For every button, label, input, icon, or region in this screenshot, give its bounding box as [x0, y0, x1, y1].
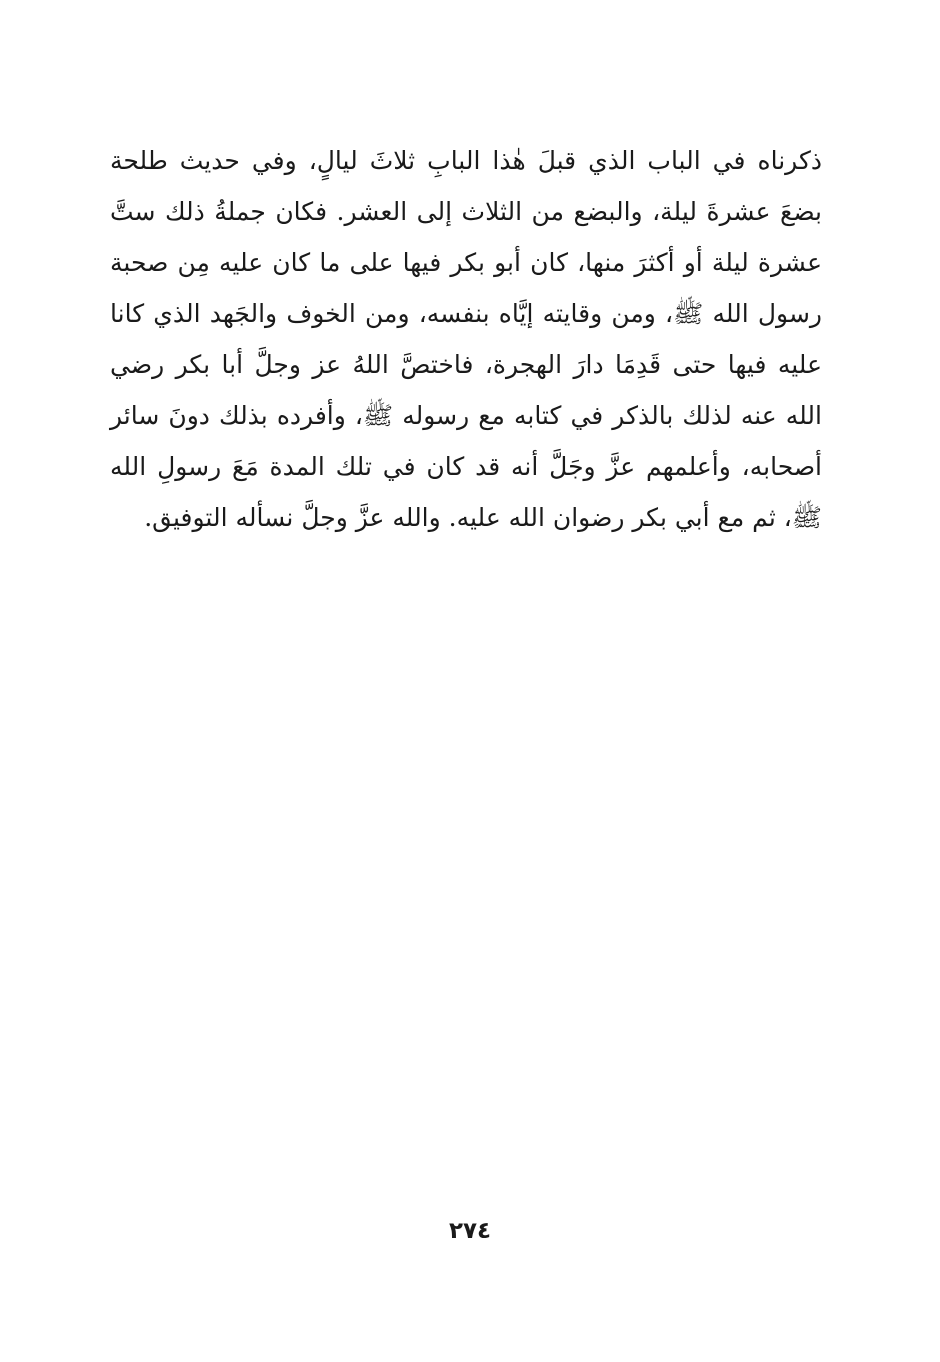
text-line-3: عشرة ليلة أو أكثرَ منها، كان أبو بكر فيها على ما كان عليه مِن صحبة	[110, 248, 822, 277]
text-line-2: بضعَ عشرةَ ليلة، والبضع من الثلاث إلى العشر. فكان جملةُ ذلك ستَّ	[110, 197, 822, 226]
text-line-4: رسول الله ﷺ، ومن وقايته إيَّاه بنفسه، ومن الخوف والجَهد الذي كانا	[110, 299, 822, 328]
text-line-7: أصحابه، وأعلمهم عزَّ وجَلَّ أنه قد كان في تلك المدة مَعَ رسولِ الله	[110, 452, 822, 481]
body-text	[110, 135, 822, 543]
text-line-6: الله عنه لذلك بالذكر في كتابه مع رسوله ﷺ، وأفرده بذلك دونَ سائر	[110, 401, 822, 430]
text-line-8: ﷺ، ثم مع أبي بكر رضوان الله عليه. والله عزَّ وجلَّ نسأله التوفيق.	[144, 503, 822, 532]
page-number: ٢٧٤	[448, 1218, 492, 1244]
text-line-5: عليه فيها حتى قَدِمَا دارَ الهجرة، فاختصَّ اللهُ عز وجلَّ أبا بكر رضي	[110, 350, 822, 379]
text-line-1: ذكرناه في الباب الذي قبلَ هٰذا البابِ ثلاثَ ليالٍ، وفي حديث طلحة	[110, 146, 822, 175]
